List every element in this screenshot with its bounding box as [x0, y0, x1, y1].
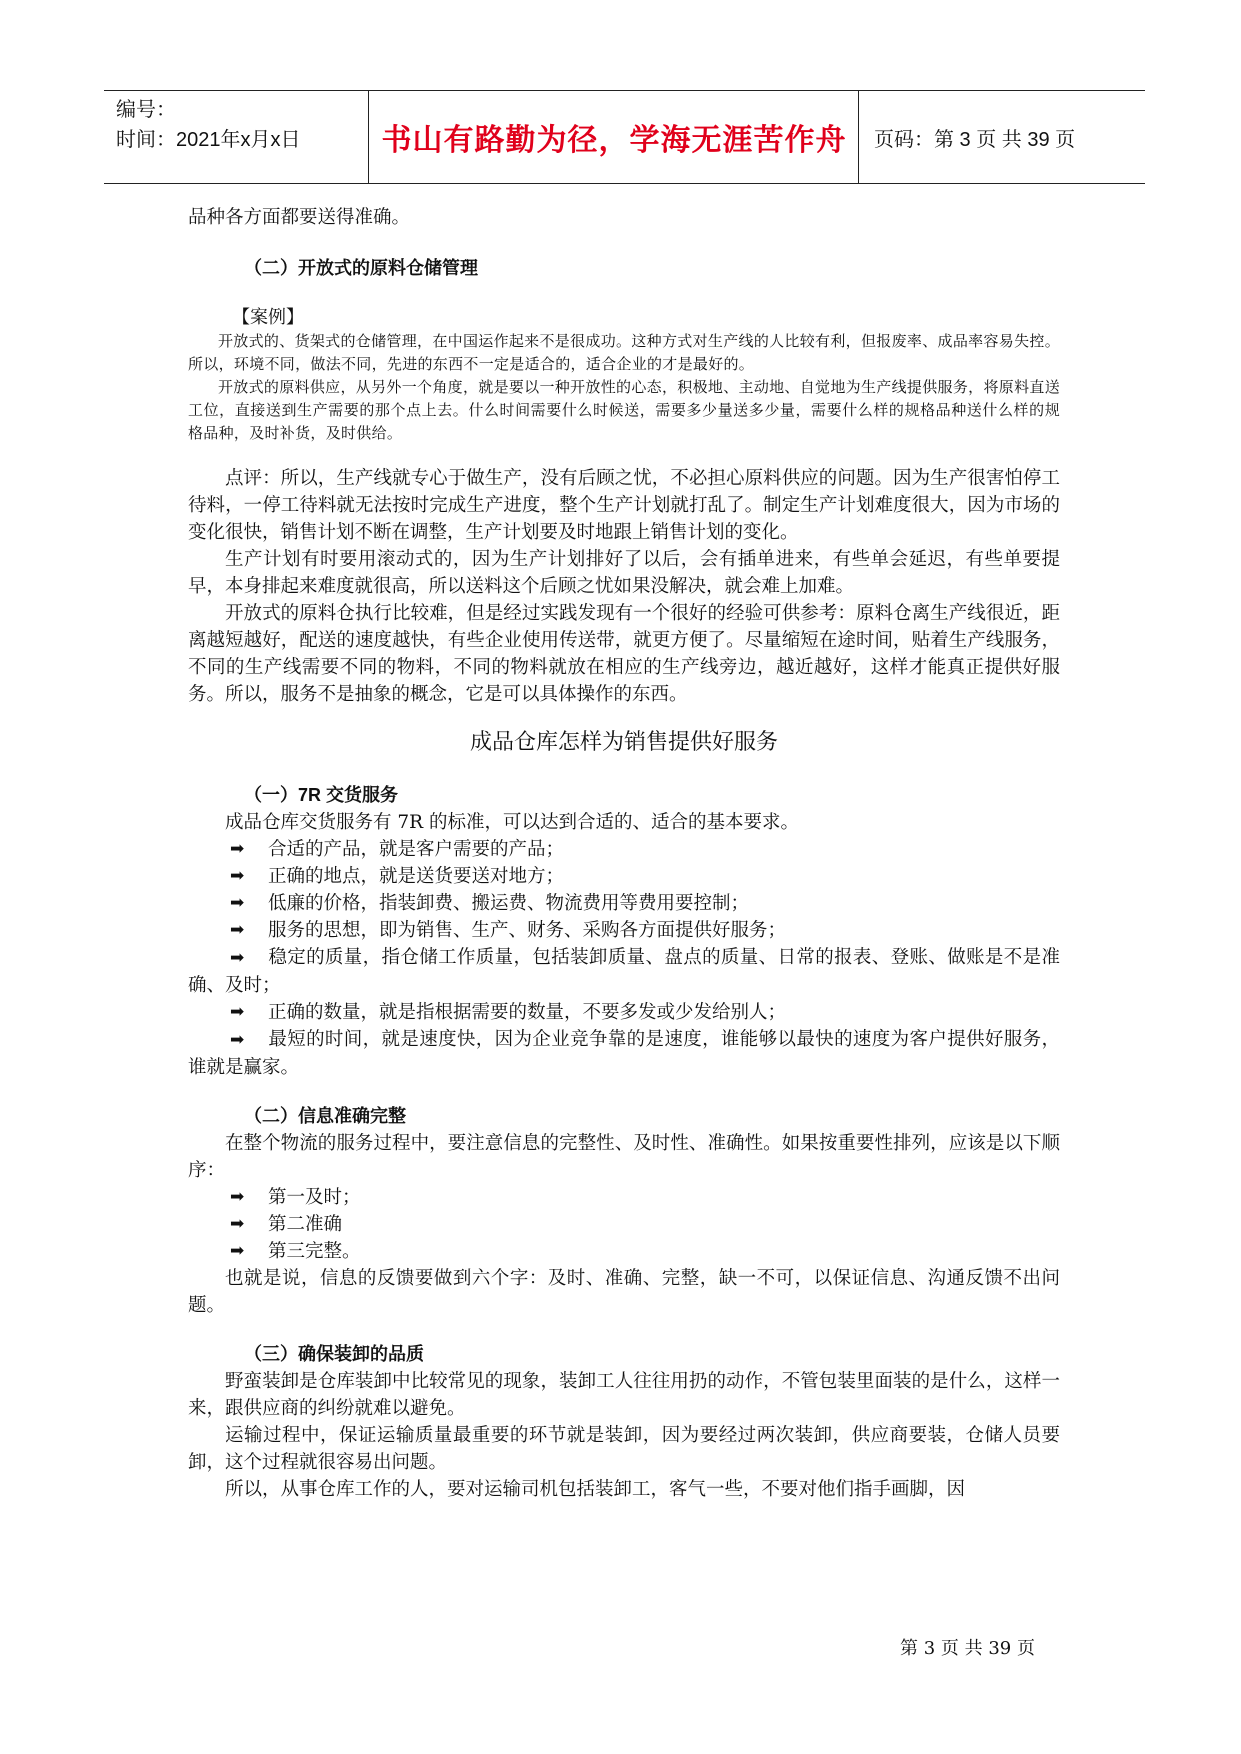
case-label: 【案例】 — [232, 307, 304, 327]
header-time-label: 时间：2021年x月x日 — [116, 129, 301, 151]
list-item: ➡ 服务的思想，即为销售、生产、财务、采购各方面提供好服务； — [188, 917, 1060, 944]
right-arrow-icon: ➡ — [230, 1187, 245, 1207]
section-heading: （二）信息准确完整 — [244, 1106, 406, 1126]
paragraph: 在整个物流的服务过程中，要注意信息的完整性、及时性、准确性。如果按重要性排列，应该是以下顺序： — [188, 1133, 1060, 1181]
right-arrow-icon: ➡ — [230, 866, 245, 886]
document-body — [188, 204, 1060, 1503]
comment-paragraph: 点评：所以，生产线就专心于做生产，没有后顾之忧，不必担心原料供应的问题。因为生产很害怕停工待料，一停工待料就无法按时完成生产进度，整个生产计划就打乱了。制定生产计划难度很大，因为市场的变化很快，销售计划不断在调整，生产计划要及时地跟上销售计划的变化。 — [188, 468, 1060, 543]
header-motto: 书山有路勤为径，学海无涯苦作舟 — [381, 123, 847, 158]
right-arrow-icon: ➡ — [230, 1030, 245, 1050]
list-item: ➡ 低廉的价格，指装卸费、搬运费、物流费用等费用要控制； — [188, 890, 1060, 917]
page-footer: 第 3 页 共 39 页 — [900, 1638, 1035, 1659]
list-item: ➡ 合适的产品，就是客户需要的产品； — [188, 836, 1060, 863]
paragraph: 野蛮装卸是仓库装卸中比较常见的现象，装卸工人往往用扔的动作，不管包装里面装的是什么，这样一来，跟供应商的纠纷就难以避免。 — [188, 1371, 1060, 1419]
paragraph: 开放式的原料仓执行比较难，但是经过实践发现有一个很好的经验可供参考：原料仓离生产线很近，距离越短越好，配送的速度越快，有些企业使用传送带，就更方便了。尽量缩短在途时间，贴着生产线服务，不同的生产线需要不同的物料，不同的物料就放在相应的生产线旁边，越近越好，这样才能真正提供好服务。所以，服务不是抽象的概念，它是可以具体操作的东西。 — [188, 603, 1060, 705]
list-item: ➡ 第二准确 — [188, 1211, 1060, 1238]
case-paragraph: 开放式的原料供应，从另外一个角度，就是要以一种开放性的心态，积极地、主动地、自觉地为生产线提供服务，将原料直送工位，直接送到生产需要的那个点上去。什么时间需要什么时候送，需要多少量送多少量，需要什么样的规格品种送什么样的规格品种，及时补货，及时供给。 — [188, 378, 1060, 442]
right-arrow-icon: ➡ — [230, 839, 245, 859]
right-arrow-icon: ➡ — [230, 920, 245, 940]
right-arrow-icon: ➡ — [230, 1214, 245, 1234]
section-title: 成品仓库怎样为销售提供好服务 — [469, 729, 778, 754]
header-meta — [116, 95, 366, 155]
paragraph: 成品仓库交货服务有 7R 的标准，可以达到合适的、适合的基本要求。 — [225, 812, 799, 833]
list-item: ➡ 正确的数量，就是指根据需要的数量，不要多发或少发给别人； — [188, 999, 1060, 1026]
header-page-label: 页码：第 3 页 共 39 页 — [874, 128, 1076, 151]
header-divider — [368, 91, 369, 183]
paragraph: 所以，从事仓库工作的人，要对运输司机包括装卸工，客气一些，不要对他们指手画脚，因 — [225, 1479, 966, 1500]
list-item: ➡ 正确的地点，就是送货要送对地方； — [188, 863, 1060, 890]
paragraph: 生产计划有时要用滚动式的，因为生产计划排好了以后，会有插单进来，有些单会延迟，有些单要提早，本身排起来难度就很高，所以送料这个后顾之忧如果没解决，就会难上加难。 — [188, 549, 1060, 597]
right-arrow-icon: ➡ — [230, 948, 245, 968]
right-arrow-icon: ➡ — [230, 893, 245, 913]
header-divider — [858, 91, 859, 183]
case-paragraph: 开放式的、货架式的仓储管理，在中国运作起来不是很成功。这种方式对生产线的人比较有利，但报废率、成品率容易失控。所以，环境不同，做法不同，先进的东西不一定是适合的，适合企业的才是最好的。 — [188, 332, 1060, 373]
list-item: ➡ 稳定的质量，指仓储工作质量，包括装卸质量、盘点的质量、日常的报表、登账、做账是不是准确、及时； — [188, 947, 1060, 996]
paragraph: 品种各方面都要送得准确。 — [188, 207, 411, 228]
section-heading: （三）确保装卸的品质 — [244, 1344, 424, 1364]
paragraph: 也就是说，信息的反馈要做到六个字：及时、准确、完整，缺一不可，以保证信息、沟通反馈不出问题。 — [188, 1268, 1060, 1316]
list-item: ➡ 最短的时间，就是速度快，因为企业竞争靠的是速度，谁能够以最快的速度为客户提供好服务，谁就是赢家。 — [188, 1029, 1060, 1078]
page-header — [104, 90, 1145, 184]
right-arrow-icon: ➡ — [230, 1002, 245, 1022]
section-heading: （一）7R 交货服务 — [244, 785, 399, 805]
header-number-label: 编号： — [116, 99, 176, 121]
paragraph: 运输过程中，保证运输质量最重要的环节就是装卸，因为要经过两次装卸，供应商要装，仓储人员要卸，这个过程就很容易出问题。 — [188, 1425, 1060, 1473]
list-item: ➡ 第一及时； — [188, 1184, 1060, 1211]
section-heading: （二）开放式的原料仓储管理 — [244, 258, 478, 278]
right-arrow-icon: ➡ — [230, 1241, 245, 1261]
list-item: ➡ 第三完整。 — [188, 1238, 1060, 1265]
